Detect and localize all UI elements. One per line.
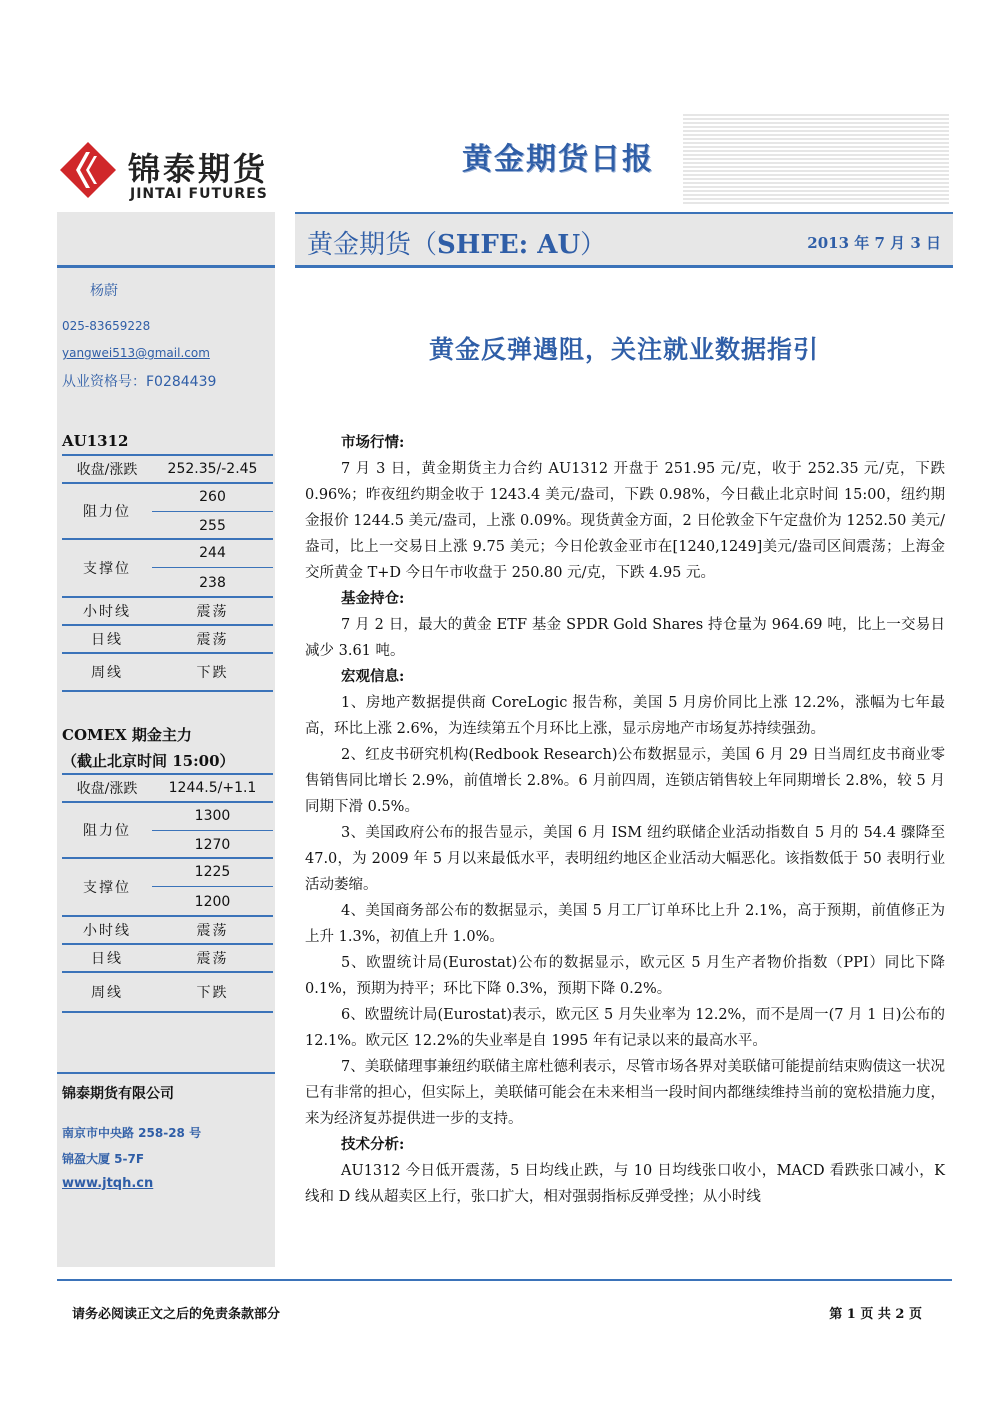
au-close-row — [62, 456, 273, 484]
macro-item-5: 5、欧盟统计局(Eurostat)公布的数据显示，欧元区 5 月生产者物价指数（PPI）同比下降 0.1%，预期为持平；环比下降 0.3%，预期下降 0.2%。 — [305, 955, 945, 997]
banner-title — [307, 224, 606, 261]
company-name: 锦泰期货有限公司 — [62, 1086, 174, 1102]
logo-english-text: JINTAI FUTURES — [130, 186, 268, 202]
comex-resist-label: 阻力位 — [83, 823, 131, 839]
comex-hour-value: 震荡 — [196, 923, 229, 939]
logo-mark-icon — [58, 140, 118, 200]
section-heading-technical: 技术分析: — [341, 1136, 405, 1153]
comex-support-group — [62, 859, 273, 917]
comex-day-value: 震荡 — [196, 951, 229, 967]
comex-resist-1: 1300 — [152, 803, 273, 831]
footer-page-number: 第 1 页 共 2 页 — [829, 1307, 922, 1322]
au-table-title: AU1312 — [62, 432, 129, 450]
company-website-link[interactable]: www.jtqh.cn — [62, 1176, 154, 1191]
comex-close-row — [62, 775, 273, 803]
au-week-row — [62, 654, 273, 692]
company-top-rule — [57, 1072, 275, 1074]
comex-support-label: 支撑位 — [83, 880, 131, 896]
macro-item-1: 1、房地产数据提供商 CoreLogic 报告称，美国 5 月房价同比上涨 12.2%，涨幅为七年最高，环比上涨 2.6%，为连续第五个月环比上涨，显示房地产市场复苏持续强劲。 — [305, 695, 945, 737]
analyst-email-link[interactable]: yangwei513@gmail.com — [62, 346, 210, 360]
au-close-label: 收盘/涨跌 — [76, 462, 138, 478]
comex-day-row — [62, 945, 273, 973]
comex-resist-2: 1270 — [194, 837, 231, 853]
au-week-value: 下跌 — [196, 665, 229, 681]
comex-close-value: 1244.5/+1.1 — [168, 780, 257, 796]
macro-item-3: 3、美国政府公布的报告显示，美国 6 月 ISM 纽约联储企业活动指数自 5 月的 54.4 骤降至 47.0，为 2009 年 5 月以来最低水平，表明纽约地区企业活动大幅恶化。该指数低于 50 表明行业活动萎缩。 — [305, 825, 945, 893]
au-resist-label: 阻力位 — [83, 504, 131, 520]
comex-support-1: 1225 — [152, 859, 273, 887]
section-heading-fund: 基金持仓: — [341, 590, 405, 607]
header-stripes — [683, 114, 949, 206]
au-day-label: 日线 — [91, 632, 123, 648]
footer-disclaimer: 请务必阅读正文之后的免责条款部分 — [72, 1307, 281, 1322]
banner-title-suffix: ） — [580, 230, 607, 260]
au-support-2: 238 — [199, 575, 226, 591]
headline: 黄金反弹遇阻，关注就业数据指引 — [428, 335, 819, 364]
au-hour-label: 小时线 — [83, 604, 131, 620]
comex-hour-row — [62, 917, 273, 945]
banner-title-code: SHFE: AU — [437, 230, 581, 260]
comex-week-value: 下跌 — [196, 985, 229, 1001]
analyst-name: 杨蔚 — [90, 283, 118, 299]
au-close-value: 252.35/-2.45 — [167, 461, 258, 477]
au-support-1: 244 — [152, 540, 273, 568]
comex-table-title: COMEX 期金主力 — [62, 726, 192, 744]
report-title: 黄金期货日报 — [462, 142, 654, 177]
fund-paragraph: 7 月 2 日，最大的黄金 ETF 基金 SPDR Gold Shares 持仓量为 964.69 吨，比上一交易日减少 3.61 吨。 — [305, 617, 945, 659]
au-resist-1: 260 — [152, 484, 273, 512]
footer-rule — [57, 1279, 952, 1281]
au-support-group — [62, 540, 273, 598]
macro-item-2: 2、红皮书研究机构(Redbook Research)公布数据显示，美国 6 月 29 日当周红皮书商业零售销售同比增长 2.9%，前值增长 2.8%。6 月前四周，连锁店销售较上年同期增长 2.8%，较 5 月同期下滑 0.5%。 — [305, 747, 945, 815]
section-heading-market: 市场行情: — [341, 434, 405, 451]
company-address-2: 锦盈大厦 5-7F — [62, 1152, 145, 1166]
report-date: 2013 年 7 月 3 日 — [807, 234, 941, 252]
macro-item-4: 4、美国商务部公布的数据显示，美国 5 月工厂订单环比上升 2.1%，高于预期，前值修正为上升 1.3%，初值上升 1.0%。 — [305, 903, 945, 945]
company-logo — [58, 140, 278, 204]
macro-item-7: 7、美联储理事兼纽约联储主席杜德利表示，尽管市场各界对美联储可能提前结束购债这一状况已有非常的担心，但实际上，美联储可能会在未来相当一段时间内都继续维持当前的宽松措施力度，来为经济复苏提供进一步的支持。 — [305, 1059, 945, 1127]
au-hour-row — [62, 598, 273, 626]
au-day-row — [62, 626, 273, 654]
technical-paragraph: AU1312 今日低开震荡，5 日均线止跌，与 10 日均线张口收小，MACD 看跌张口减小，K 线和 D 线从超卖区上行，张口扩大，相对强弱指标反弹受挫；从小时线 — [305, 1163, 945, 1205]
section-heading-macro: 宏观信息: — [341, 668, 405, 685]
market-paragraph: 7 月 3 日，黄金期货主力合约 AU1312 开盘于 251.95 元/克，收于 252.35 元/克，下跌 0.96%；昨夜纽约期金收于 1243.4 美元/盎司，下跌 0.98%，今日截止北京时间 15:00，纽约期金报价 1244.5 美元/盎司，上涨 0.09%。现货黄金方面，2 日伦敦金下午定盘价为 1252.50 美元/盎司，比上一交易日上涨 9.75 美元；今日伦敦金亚市在[1240,1249]美元/盎司区间震荡；上海金交所黄金 T+D 今日午市收盘于 250.80 元/克，下跌 4.95 元。 — [305, 461, 945, 581]
au-week-label: 周线 — [91, 665, 123, 681]
comex-week-row — [62, 973, 273, 1013]
comex-resist-group — [62, 803, 273, 859]
macro-item-6: 6、欧盟统计局(Eurostat)表示，欧元区 5 月失业率为 12.2%，而不是周一(7 月 1 日)公布的 12.1%。欧元区 12.2%的失业率是自 1995 年有记录以来的最高水平。 — [305, 1007, 945, 1049]
sidebar-top-rule — [57, 265, 275, 268]
analyst-phone: 025-83659228 — [62, 319, 151, 333]
main-body — [305, 430, 945, 1210]
au-resist-group — [62, 484, 273, 540]
analyst-license: 从业资格号：F0284439 — [62, 374, 217, 390]
au-day-value: 震荡 — [196, 632, 229, 648]
logo-chinese-text: 锦泰期货 — [128, 150, 269, 188]
au-support-label: 支撑位 — [83, 561, 131, 577]
company-address-1: 南京市中央路 258-28 号 — [62, 1126, 202, 1140]
comex-close-label: 收盘/涨跌 — [76, 781, 138, 797]
comex-week-label: 周线 — [91, 985, 123, 1001]
au-resist-2: 255 — [199, 518, 226, 534]
au-hour-value: 震荡 — [196, 604, 229, 620]
comex-support-2: 1200 — [194, 894, 231, 910]
comex-day-label: 日线 — [91, 951, 123, 967]
comex-hour-label: 小时线 — [83, 923, 131, 939]
au-quote-table — [62, 456, 273, 692]
title-banner — [295, 212, 953, 268]
comex-table-subtitle: （截止北京时间 15:00） — [62, 752, 235, 770]
comex-quote-table — [62, 775, 273, 1013]
banner-title-prefix: 黄金期货（ — [307, 230, 438, 260]
